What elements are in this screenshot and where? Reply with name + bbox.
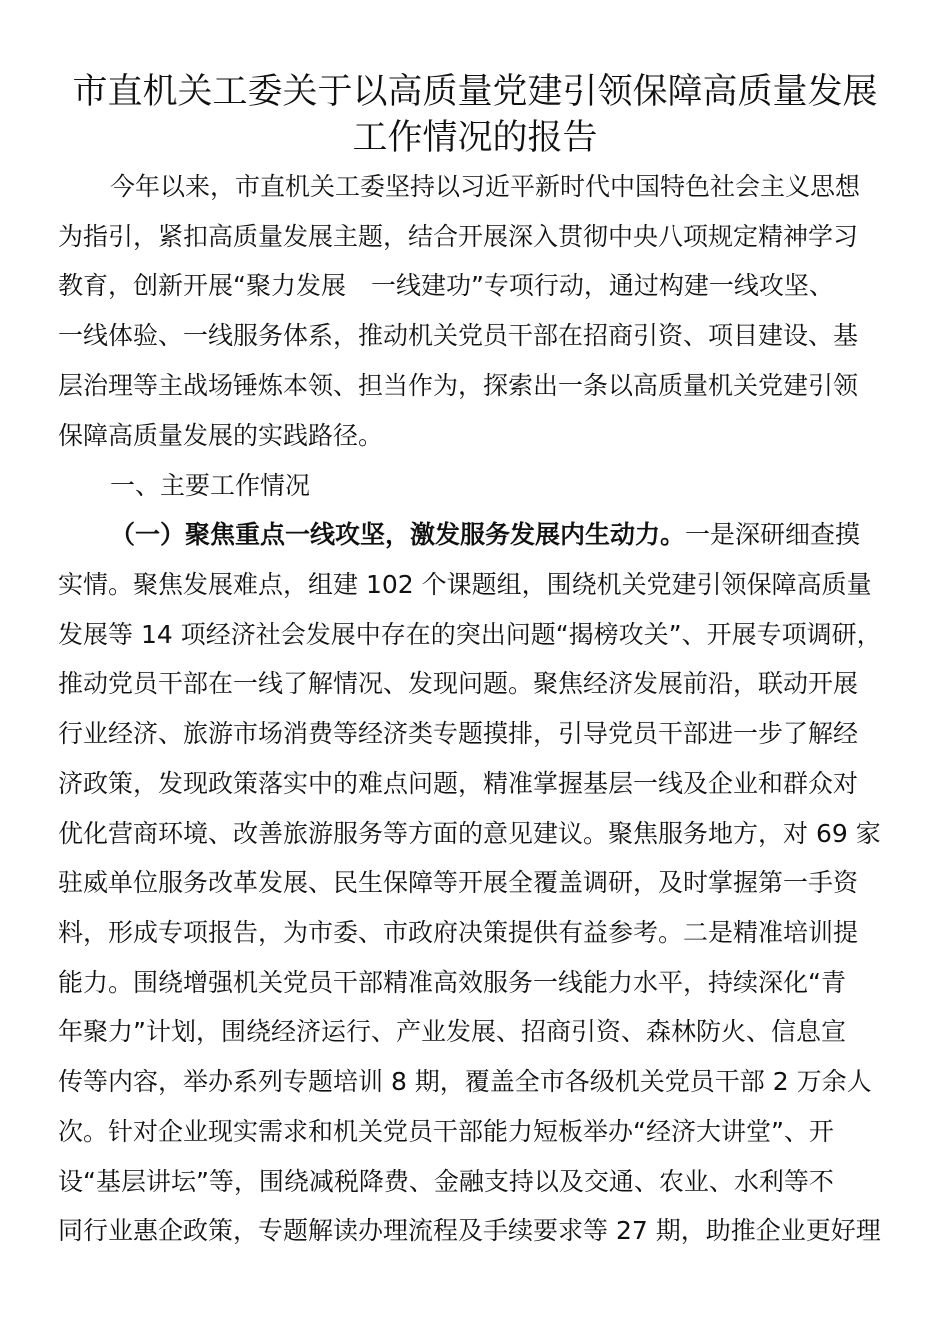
body-line: 实情。聚焦发展难点，组建 102 个课题组，围绕机关党建引领保障高质量 <box>58 570 872 599</box>
body-line: 行业经济、旅游市场消费等经济类专题摸排，引导党员干部进一步了解经 <box>58 719 859 748</box>
subsection-heading: （一）聚焦重点一线攻坚，激发服务发展内生动力。 <box>110 520 686 549</box>
body-line: 优化营商环境、改善旅游服务等方面的意见建议。聚焦服务地方，对 69 家 <box>58 819 881 848</box>
body-line: 驻威单位服务改革发展、民生保障等开展全覆盖调研，及时掌握第一手资 <box>58 868 859 897</box>
body-line: 次。针对企业现实需求和机关党员干部能力短板举办“经济大讲堂”、开 <box>58 1117 834 1146</box>
body-line: 传等内容，举办系列专题培训 8 期，覆盖全市各级机关党员干部 2 万余人 <box>58 1067 872 1096</box>
body-line: 年聚力”计划，围绕经济运行、产业发展、招商引资、森林防火、信息宣 <box>58 1017 846 1046</box>
body-line: 同行业惠企政策，专题解读办理流程及手续要求等 27 期，助推企业更好理 <box>58 1216 881 1245</box>
body-line: 发展等 14 项经济社会发展中存在的突出问题“揭榜攻关”、开展专项调研， <box>58 620 882 649</box>
subsection-line <box>110 517 860 553</box>
body-line: 教育，创新开展“聚力发展 一线建功”专项行动，通过构建一线攻坚、 <box>58 271 834 300</box>
body-line: 能力。围绕增强机关党员干部精准高效服务一线能力水平，持续深化“青 <box>58 968 846 997</box>
body-line: 设“基层讲坛”等，围绕减税降费、金融支持以及交通、农业、水利等不 <box>58 1167 834 1196</box>
document-title-line-2: 工作情况的报告 <box>352 118 598 158</box>
body-line: 今年以来，市直机关工委坚持以习近平新时代中国特色社会主义思想 <box>110 172 861 201</box>
body-line: 推动党员干部在一线了解情况、发现问题。聚焦经济发展前沿，联动开展 <box>58 669 859 698</box>
body-line: 为指引，紧扣高质量发展主题，结合开展深入贯彻中央八项规定精神学习 <box>58 222 859 251</box>
body-line: 保障高质量发展的实践路径。 <box>58 421 384 450</box>
body-line: 一线体验、一线服务体系，推动机关党员干部在招商引资、项目建设、基 <box>58 321 859 350</box>
body-line: 济政策，发现政策落实中的难点问题，精准掌握基层一线及企业和群众对 <box>58 769 859 798</box>
section-heading: 一、主要工作情况 <box>110 471 311 500</box>
body-line: 料，形成专项报告，为市委、市政府决策提供有益参考。二是精准培训提 <box>58 918 859 947</box>
subsection-lead-text: 一是深研细查摸 <box>685 520 861 549</box>
document-title-line-1: 市直机关工委关于以高质量党建引领保障高质量发展 <box>72 72 878 112</box>
body-line: 层治理等主战场锤炼本领、担当作为，探索出一条以高质量机关党建引领 <box>58 371 859 400</box>
